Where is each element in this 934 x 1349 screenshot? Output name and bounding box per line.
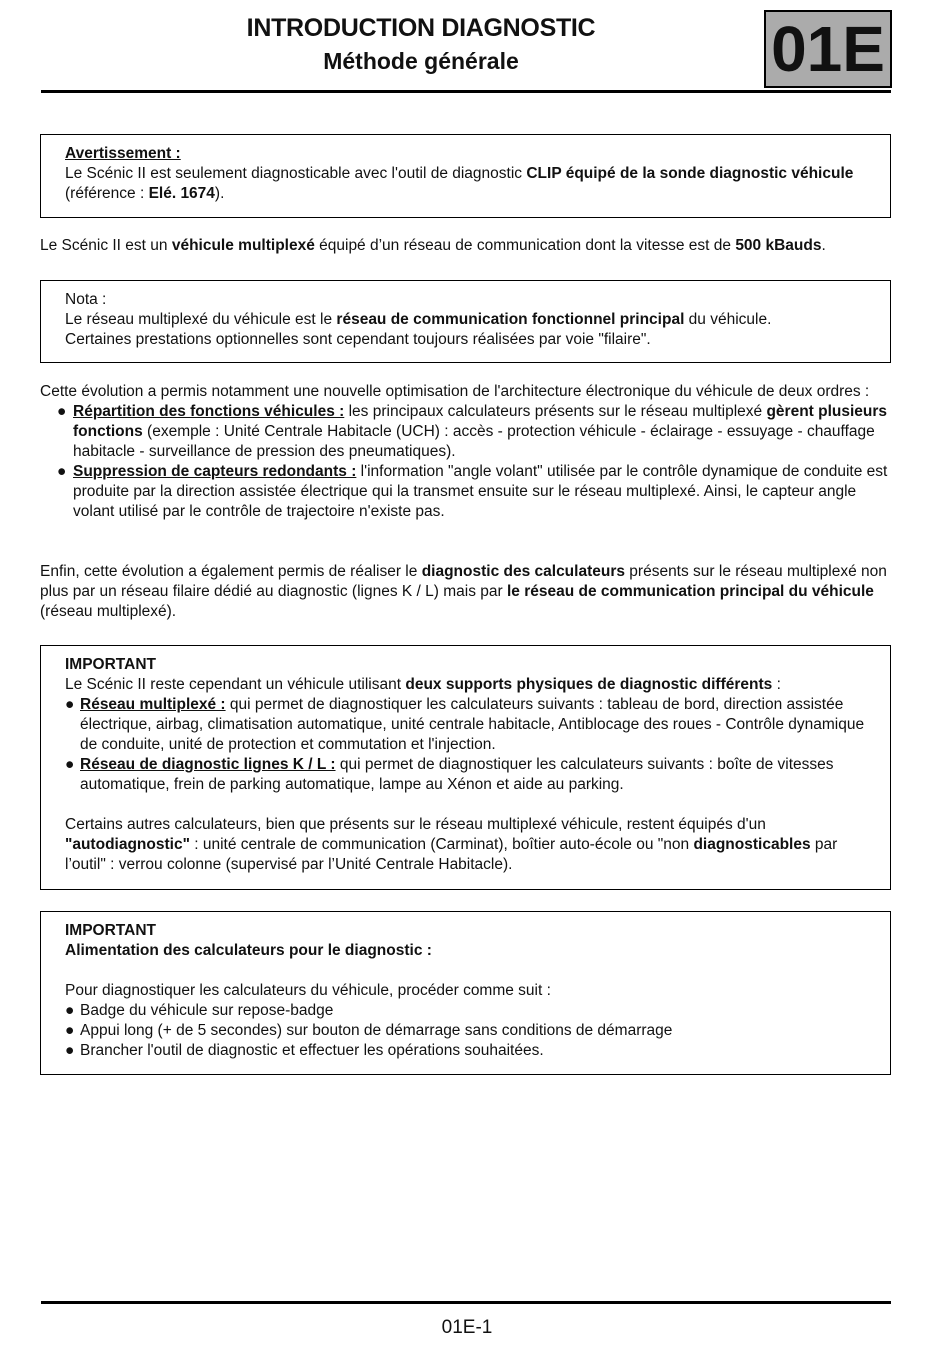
enfin-paragraph: Enfin, cette évolution a également permis de réaliser le diagnostic des calculateurs présents sur le réseau multiplexé non plus par un réseau filaire dédié au diagnostic (lignes K / L) mais par le réseau de communication principal du véhicule (réseau multiplexé). (40, 563, 887, 620)
important-heading: IMPORTANT (65, 922, 156, 939)
bullet-icon: ● (65, 1042, 75, 1059)
procedure-intro: Pour diagnostiquer les calculateurs du véhicule, procéder comme suit : (65, 982, 551, 999)
diagnostic-support-list (65, 695, 866, 795)
warning-text: Le Scénic II est seulement diagnosticable avec l'outil de diagnostic CLIP équipé de la sonde diagnostic véhicule (référence : Elé. 1674). (65, 165, 854, 202)
header-rule (41, 90, 891, 93)
important-intro: Le Scénic II reste cependant un véhicule utilisant deux supports physiques de diagnostic différents : (65, 676, 781, 693)
important-heading: IMPORTANT (65, 656, 156, 673)
bullet-icon: ● (57, 403, 67, 420)
bullet-icon: ● (65, 696, 75, 713)
nota-box (40, 280, 891, 363)
list-item: ● Réseau multiplexé : qui permet de diagnostiquer les calculateurs suivants : tableau de bord, direction assistée électrique, airbag, climatisation automatique, unité centrale habitacle, Antiblocage des roues - Contrôle dynamique de conduite, unité de protection et commutation et l'injection. (65, 696, 865, 753)
list-item: ● Brancher l'outil de diagnostic et effectuer les opérations souhaitées. (65, 1042, 544, 1059)
important-box-1 (40, 645, 891, 890)
list-item: ● Réseau de diagnostic lignes K / L : qui permet de diagnostiquer les calculateurs suivants : boîte de vitesses automatique, frein de parking automatique, lampe au Xénon et aide au parking. (65, 756, 834, 793)
bullet-icon: ● (65, 1022, 75, 1039)
section-code-badge: 01E (764, 10, 892, 88)
evolution-section (40, 382, 892, 522)
page-title: INTRODUCTION DIAGNOSTIC (246, 14, 596, 42)
list-item: ● Appui long (+ de 5 secondes) sur bouton de démarrage sans conditions de démarrage (65, 1022, 673, 1039)
warning-box (40, 134, 891, 218)
nota-heading: Nota : (65, 291, 107, 308)
footer-rule (41, 1301, 891, 1304)
warning-heading: Avertissement : (65, 145, 181, 162)
page-subtitle: Méthode générale (323, 48, 519, 74)
nota-text: Le réseau multiplexé du véhicule est le réseau de communication fonctionnel principal du véhicule. (65, 311, 772, 328)
page-header (40, 12, 802, 78)
list-item: ● Badge du véhicule sur repose-badge (65, 1002, 334, 1019)
page-number: 01E-1 (441, 1317, 493, 1338)
list-item: ● Suppression de capteurs redondants : l'information "angle volant" utilisée par le contrôle dynamique de conduite est produite par la direction assistée électrique qui la transmet ensuite sur le réseau multiplexé. Ainsi, le capteur angle volant utilisé par le contrôle de trajectoire n'existe pas. (57, 463, 888, 520)
bullet-icon: ● (57, 463, 67, 480)
important-footer-text: Certains autres calculateurs, bien que présents sur le réseau multiplexé véhicule, restent équipés d'un "autodiagnostic" : unité centrale de communication (Carminat), boîtier auto-école ou "non diagnosticables par l’outil" : verrou colonne (supervisé par l’Unité Centrale Habitacle). (65, 816, 838, 873)
list-item: ● Répartition des fonctions véhicules : les principaux calculateurs présents sur le réseau multiplexé gèrent plusieurs fonctions (exemple : Unité Centrale Habitacle (UCH) : accès - protection véhicule - éclairage - essuyage - chauffage habitacle - surveillance de pression des pneumatiques). (57, 403, 888, 460)
nota-text-2: Certaines prestations optionnelles sont cependant toujours réalisées par voie "filaire". (65, 331, 651, 348)
bullet-icon: ● (65, 756, 75, 773)
evolution-intro: Cette évolution a permis notamment une nouvelle optimisation de l'architecture électronique du véhicule de deux ordres : (40, 383, 870, 400)
intro-paragraph: Le Scénic II est un véhicule multiplexé équipé d’un réseau de communication dont la vitesse est de 500 kBauds. (40, 237, 826, 254)
bullet-icon: ● (65, 1002, 75, 1019)
important-subheading: Alimentation des calculateurs pour le diagnostic : (65, 942, 432, 959)
procedure-list (65, 1001, 866, 1061)
important-box-2 (40, 911, 891, 1075)
evolution-list (40, 402, 892, 522)
